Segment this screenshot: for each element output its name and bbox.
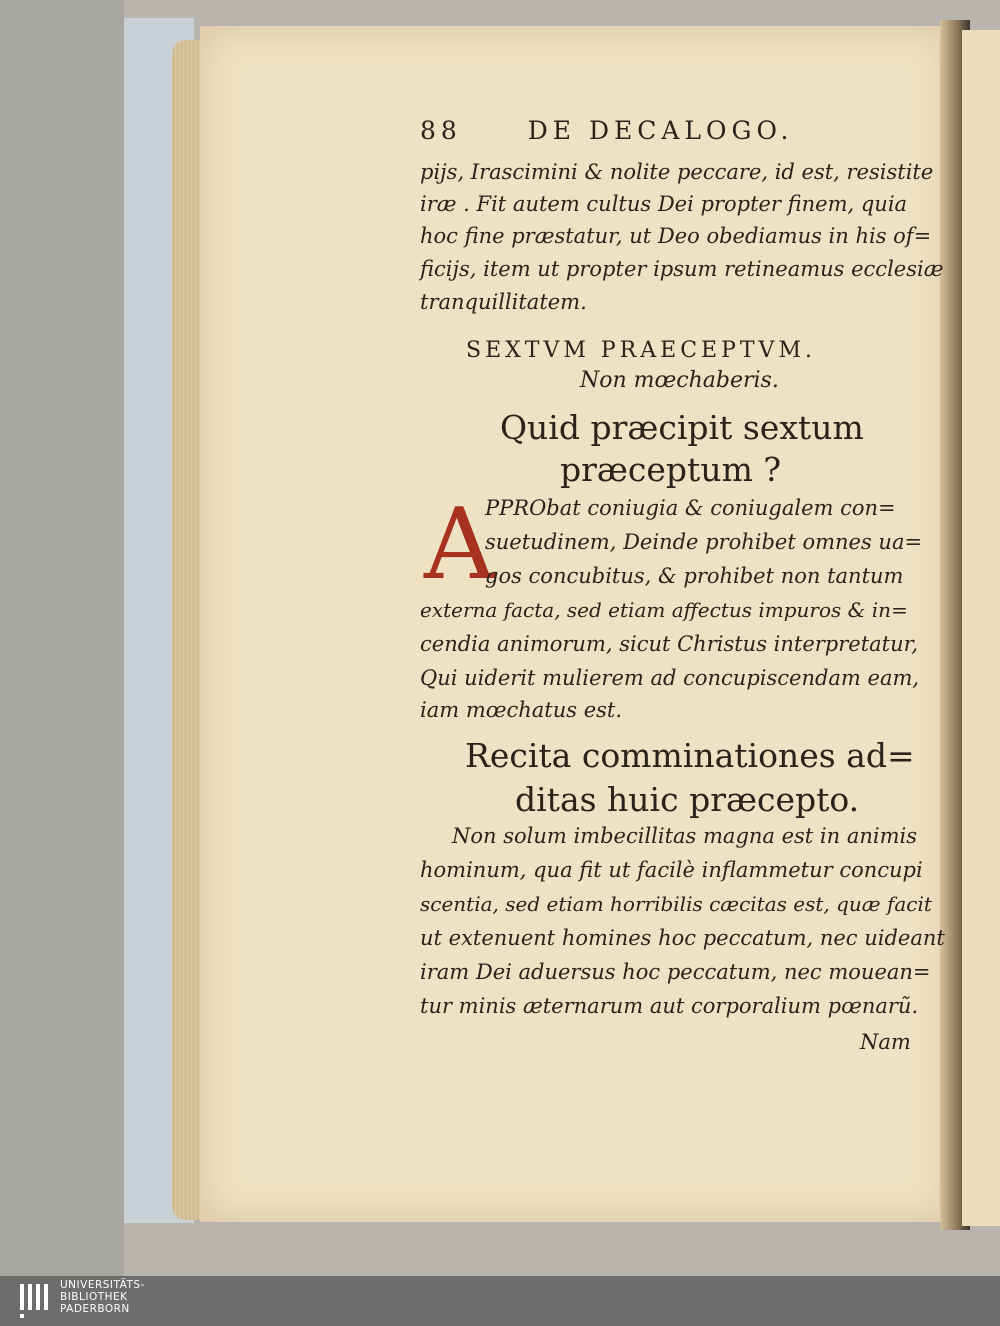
text-line: hoc fine præstatur, ut Deo obediamus in his of=: [420, 224, 932, 248]
text-line: ut extenuent homines hoc peccatum, nec uideant: [420, 926, 945, 950]
text-line: iræ . Fit autem cultus Dei propter finem, quia: [420, 192, 908, 216]
text-line: Non solum imbecillitas magna est in animis: [452, 824, 918, 848]
running-title: DE DECALOGO.: [527, 116, 794, 145]
commandment: Non mœchaberis.: [580, 368, 779, 393]
library-footer-bar: [0, 1276, 1000, 1326]
logo-line: PADERBORN: [60, 1303, 130, 1315]
question-heading-line: Quid præcipit sextum: [500, 408, 864, 447]
library-logo-icon: [20, 1284, 50, 1318]
text-line: ficijs, item ut propter ipsum retineamus ecclesiæ: [420, 257, 944, 281]
drop-capital: A: [424, 488, 495, 602]
text-line: tur minis æternarum aut corporalium pœnarũ.: [420, 994, 919, 1018]
text-line: tranquillitatem.: [420, 290, 587, 314]
library-logo-text: [60, 1279, 145, 1315]
question-heading-line: præceptum ?: [560, 450, 782, 489]
facing-page-edge: [962, 30, 1000, 1226]
text-line: externa facta, sed etiam affectus impuros & in=: [420, 598, 908, 622]
text-line: scentia, sed etiam horribilis cæcitas est, quæ facit: [420, 892, 932, 916]
logo-line: UNIVERSITÄTS-: [60, 1279, 145, 1291]
background-left: [0, 0, 124, 1276]
catchword: Nam: [860, 1030, 911, 1054]
text-line: iam mœchatus est.: [420, 698, 623, 722]
text-line: iram Dei aduersus hoc peccatum, nec mouean=: [420, 960, 931, 984]
logo-line: BIBLIOTHEK: [60, 1291, 128, 1303]
section-title: SEXTVM PRAECEPTVM.: [466, 338, 816, 363]
running-header: [420, 116, 793, 145]
text-line: gos concubitus, & prohibet non tantum: [485, 564, 904, 588]
page-number: 88: [420, 116, 462, 145]
question-heading-line: Recita comminationes ad=: [465, 736, 915, 775]
text-line: Qui uiderit mulierem ad concupiscendam eam,: [420, 666, 920, 690]
text-line: PPRObat coniugia & coniugalem con=: [485, 496, 896, 520]
question-heading-line: ditas huic præcepto.: [515, 780, 860, 819]
text-line: cendia animorum, sicut Christus interpretatur,: [420, 632, 919, 656]
text-line: hominum, qua fit ut facilè inflammetur concupi: [420, 858, 923, 882]
text-line: pijs, Irascimini & nolite peccare, id est, resistite: [420, 160, 934, 184]
text-line: suetudinem, Deinde prohibet omnes ua=: [485, 530, 923, 554]
